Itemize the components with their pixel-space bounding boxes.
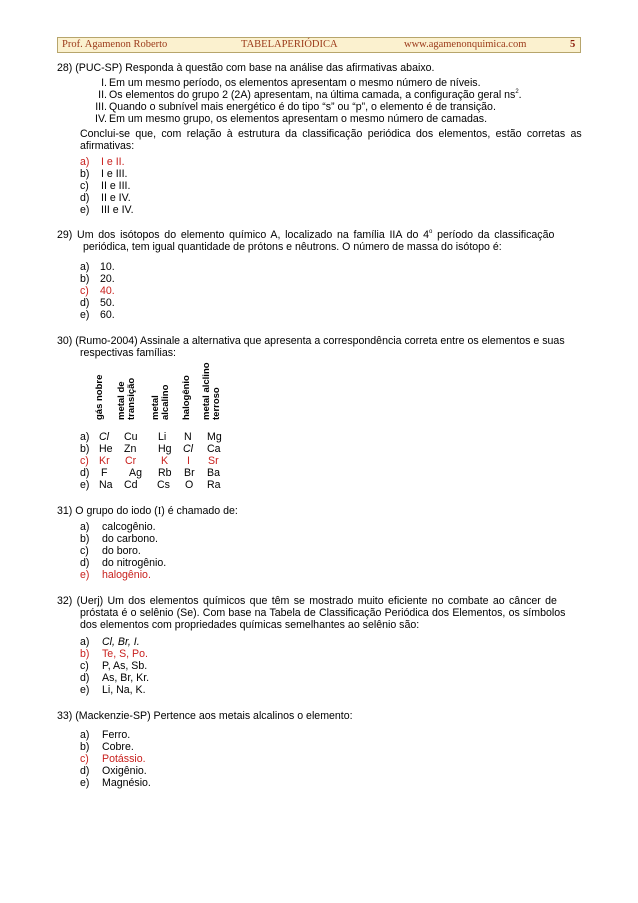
- header-author: Prof. Agamenon Roberto: [62, 39, 168, 50]
- option-text: Ferro.: [102, 729, 131, 741]
- option-text: Potássio.: [102, 753, 146, 765]
- page-header: [57, 37, 581, 53]
- option-letter: e): [80, 204, 90, 216]
- table-cell: Sr: [208, 455, 219, 467]
- option-letter: d): [80, 557, 90, 569]
- table-cell: O: [185, 479, 194, 491]
- option-text: Oxigênio.: [102, 765, 147, 777]
- q28-item-num: IV.: [95, 113, 107, 125]
- header-title: TABELAPERIÓDICA: [241, 39, 338, 50]
- table-cell: F: [101, 467, 108, 479]
- option-text: calcogênio.: [102, 521, 156, 533]
- row-letter: b): [80, 443, 90, 455]
- q28-item-num: II.: [98, 89, 107, 101]
- q28-conclusion: afirmativas:: [80, 140, 135, 152]
- table-cell: Cl: [183, 443, 194, 455]
- q28-item-text: Em um mesmo grupo, os elementos apresentam o mesmo número de camadas.: [109, 113, 488, 125]
- table-cell: Na: [99, 479, 113, 491]
- table-cell: Li: [158, 431, 167, 443]
- q28-item-num: III.: [95, 101, 107, 113]
- option-letter: e): [80, 569, 90, 581]
- table-cell: Ag: [129, 467, 142, 479]
- table-cell: Hg: [158, 443, 172, 455]
- row-letter: c): [80, 455, 89, 467]
- option-letter: c): [80, 180, 89, 192]
- option-letter: c): [80, 753, 89, 765]
- table-cell: Cd: [124, 479, 138, 491]
- option-text: Cobre.: [102, 741, 134, 753]
- table-cell: Br: [184, 467, 195, 479]
- q28-item-text: Os elementos do grupo 2 (2A) apresentam, na última camada, a configuração geral $ns^2$.: [109, 89, 522, 101]
- column-header: metal de transição: [116, 377, 137, 420]
- option-text: 20.: [100, 273, 115, 285]
- option-text: II e IV.: [101, 192, 131, 204]
- option-letter: b): [80, 273, 90, 285]
- table-cell: Ra: [207, 479, 221, 491]
- table-cell: Cu: [124, 431, 138, 443]
- option-text: Li, Na, K.: [102, 684, 146, 696]
- header-website: www.agamenonquimica.com: [404, 39, 527, 50]
- option-letter: d): [80, 297, 90, 309]
- option-text: Magnésio.: [102, 777, 151, 789]
- row-letter: a): [80, 431, 90, 443]
- option-letter: c): [80, 285, 89, 297]
- option-text: I e II.: [101, 156, 125, 168]
- q32-text: próstata é o selênio (Se). Com base na Tabela de Classificação Periódica dos Elementos, os símbolos: [80, 607, 566, 619]
- option-text: Te, S, Po.: [102, 648, 148, 660]
- option-letter: e): [80, 777, 90, 789]
- column-header: gás nobre: [94, 374, 105, 420]
- option-text: As, Br, Kr.: [102, 672, 150, 684]
- option-letter: e): [80, 309, 90, 321]
- option-text: II e III.: [101, 180, 131, 192]
- option-text: 50.: [100, 297, 115, 309]
- option-letter: a): [80, 636, 90, 648]
- table-cell: Cr: [125, 455, 137, 467]
- option-text: I e III.: [101, 168, 128, 180]
- table-cell: I: [187, 455, 190, 467]
- q32-text: dos elementos com propriedades químicas semelhantes ao selênio são:: [80, 619, 420, 631]
- option-text: do carbono.: [102, 533, 158, 545]
- q29-text: periódica, tem igual quantidade de prótons e nêutrons. O número de massa do isótopo é:: [83, 241, 502, 253]
- option-text: III e IV.: [101, 204, 134, 216]
- option-letter: b): [80, 533, 90, 545]
- option-text: Cl, Br, I.: [102, 636, 140, 648]
- table-cell: Ba: [207, 467, 220, 479]
- option-letter: e): [80, 684, 90, 696]
- column-header: halogênio: [181, 375, 192, 420]
- q32-text: 32) (Uerj) Um dos elementos químicos que têm se mostrado muito eficiente no combate ao câncer de: [57, 595, 557, 607]
- q29-text: 29) Um dos isótopos do elemento químico A, localizado na família IIA do 4$^o$ período da classificação: [57, 229, 555, 241]
- q30-text: respectivas famílias:: [80, 347, 176, 359]
- option-text: P, As, Sb.: [102, 660, 148, 672]
- option-letter: b): [80, 168, 90, 180]
- option-letter: c): [80, 660, 89, 672]
- option-letter: a): [80, 156, 90, 168]
- option-text: 10.: [100, 261, 115, 273]
- option-text: 60.: [100, 309, 115, 321]
- row-letter: d): [80, 467, 90, 479]
- table-cell: K: [161, 455, 169, 467]
- option-text: 40.: [100, 285, 115, 297]
- table-cell: Cs: [157, 479, 170, 491]
- q31-intro: 31) O grupo do iodo (I) é chamado de:: [57, 505, 238, 517]
- option-letter: a): [80, 729, 90, 741]
- option-letter: a): [80, 521, 90, 533]
- option-text: halogênio.: [102, 569, 151, 581]
- option-text: do boro.: [102, 545, 141, 557]
- table-cell: Rb: [158, 467, 172, 479]
- q30-text: 30) (Rumo-2004) Assinale a alternativa que apresenta a correspondência correta entre os elementos e suas: [57, 335, 565, 347]
- option-letter: d): [80, 672, 90, 684]
- table-cell: Kr: [99, 455, 110, 467]
- q28-item-text: Em um mesmo período, os elementos apresentam o mesmo número de níveis.: [109, 77, 481, 89]
- option-letter: d): [80, 765, 90, 777]
- q28-item-num: I.: [101, 77, 107, 89]
- row-letter: e): [80, 479, 90, 491]
- option-letter: b): [80, 741, 90, 753]
- page-number: 5: [570, 39, 576, 50]
- q28-conclusion: Conclui-se que, com relação à estrutura da classificação periódica dos elementos, estão corretas as: [80, 128, 582, 140]
- table-cell: Mg: [207, 431, 222, 443]
- table-cell: Ca: [207, 443, 221, 455]
- column-header: metal alcalino: [150, 384, 171, 420]
- option-letter: c): [80, 545, 89, 557]
- table-cell: He: [99, 443, 113, 455]
- q28-intro: 28) (PUC-SP) Responda à questão com base na análise das afirmativas abaixo.: [57, 62, 435, 74]
- option-letter: b): [80, 648, 90, 660]
- q28-item-text: Quando o subnível mais energético é do tipo “s” ou “p”, o elemento é de transição.: [109, 101, 496, 113]
- table-cell: Cl: [99, 431, 110, 443]
- option-letter: d): [80, 192, 90, 204]
- table-cell: N: [184, 431, 192, 443]
- table-cell: Zn: [124, 443, 137, 455]
- option-letter: a): [80, 261, 90, 273]
- option-text: do nitrogênio.: [102, 557, 167, 569]
- column-header: metal alclino terroso: [201, 362, 222, 420]
- q33-intro: 33) (Mackenzie-SP) Pertence aos metais alcalinos o elemento:: [57, 710, 353, 722]
